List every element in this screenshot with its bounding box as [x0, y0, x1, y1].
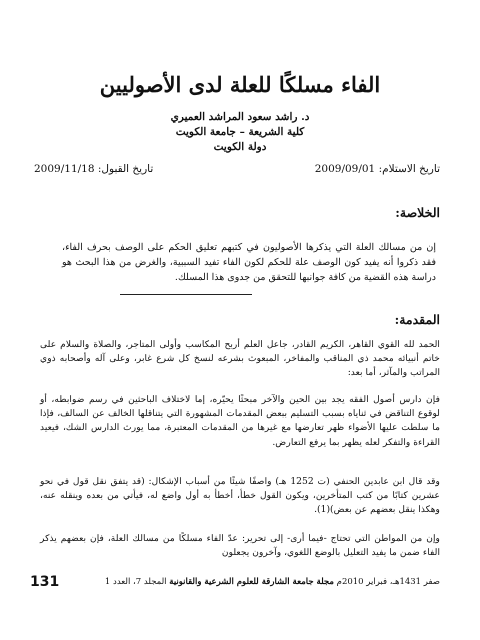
- author-name: د. راشد سعود المراشد العميري: [170, 111, 310, 123]
- abstract-divider: [120, 294, 252, 295]
- abstract-text: إن من مسالك العلة التي يذكرها الأصوليون في كتبهم تعليق الحكم على الوصف بحرف الفاء، فقد ذكروا أنه يفيد كون الوصف علة للحكم لكون الفاء تفيد السببية، والغرض من هذا البحث هو دراسة هذه القضية من كافة جوانبها للتحقق من جدوى هذا المسلك.: [62, 242, 436, 283]
- intro-paragraph-4: وإن من المواطن التي تحتاج -فيما أرى- إلى تحرير: عدّ الفاء مسلكًا من مسالك العلة، فإن بعضهم يذكر الفاء ضمن ما يفيد التعليل بالوضع اللغوي، وآخرون يجعلون: [40, 533, 440, 559]
- introduction-heading: المقدمة:: [394, 312, 440, 327]
- author-faculty: كلية الشريعة – جامعة الكويت: [175, 126, 305, 138]
- issue-volume: المجلد 7، العدد 1: [104, 577, 167, 587]
- article-title: الفاء مسلكًا للعلة لدى الأصوليين: [99, 72, 381, 97]
- received-date: تاريخ الاستلام: 2009/09/01: [314, 163, 440, 175]
- journal-name: مجلة جامعة الشارقة للعلوم الشرعية والقانونية: [169, 577, 334, 587]
- intro-paragraph-1: الحمد لله القوي القاهر، الكريم القادر، جاعل العلم أربح المكاسب وأولى المتاجر، والصلاة والسلام على خاتم أنبيائه محمد ذي المناقب والمفاخر، المبعوث بشرعه لنسخ كل شرع غابر، وعلى آله وأصحابه ذوي المراتب والمآثر، أما بعد:: [40, 339, 440, 379]
- issue-date: صفر 1431هـ، فبراير 2010م: [336, 577, 440, 587]
- page-number: 131: [30, 574, 60, 590]
- page-footer: [30, 576, 440, 592]
- author-block: [0, 110, 480, 155]
- author-country: دولة الكويت: [213, 141, 267, 153]
- journal-line: [105, 577, 440, 587]
- intro-paragraph-2: فإن دارس أصول الفقه يجد بين الحين والآخر مبحثًا يحيّره، إما لاختلاف الباحثين في رسم ضوابطه، أو لوقوع التناقض في ثناياه بسبب التسليم ببعض المقدمات المشهورة التي يتناقلها الخالف عن السالف، فإذا ما سلطت عليها الأضواء ظهر تعارضها مع غيرها من المقدمات المعتبرة، مما يورث الدارس الشك، فيعيد القراءة والتفكر لعله يظهر بما يرفع التعارض.: [40, 394, 440, 448]
- abstract-heading: الخلاصة:: [395, 205, 440, 220]
- accepted-date: تاريخ القبول: 2009/11/18: [34, 163, 154, 175]
- intro-paragraph-3: وقد قال ابن عابدين الحنفي (ت 1252 هـ) واصفًا شيئًا من أسباب الإشكال: (قد يتفق نقل قول في نحو عشرين كتابًا من كتب المتأخرين، ويكون القول خطأ، أخطأ به أول واضع له، فيأتي من بعده وينقله عنه، وهكذا ينقل بعضهم عن بعض)(1).: [40, 476, 440, 516]
